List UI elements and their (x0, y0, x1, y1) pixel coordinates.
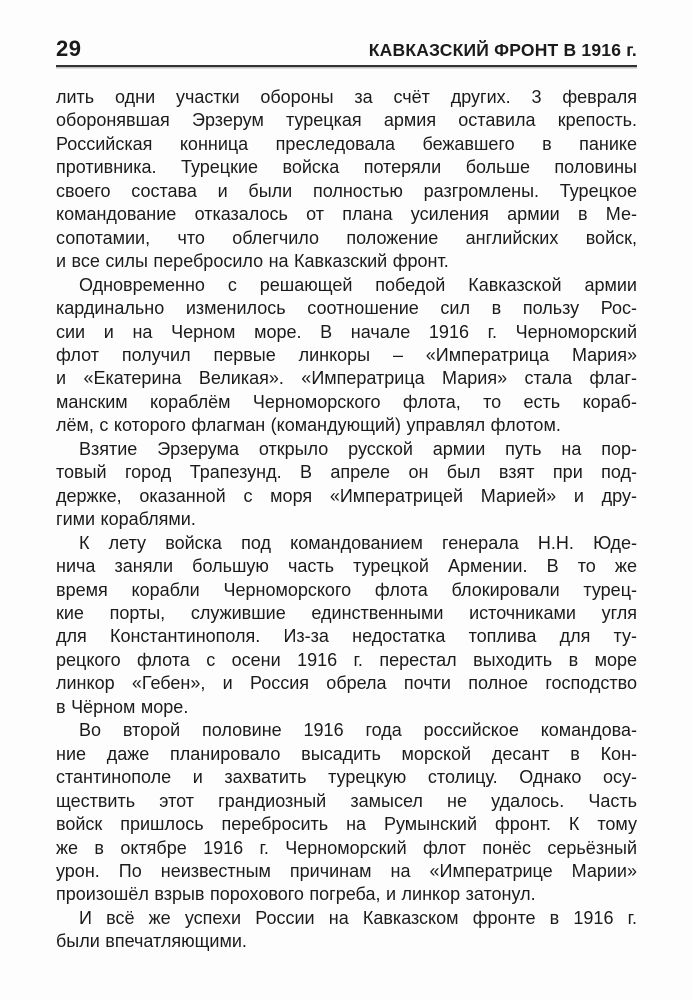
text-line: стантинополе и захватить турецкую столицу. Однако осу- (56, 767, 637, 788)
text-line: ние даже планировало высадить морской десант в Кон- (56, 743, 637, 764)
text-line: нича заняли большую часть турецкой Армении. В то же (56, 556, 637, 577)
page-header (56, 36, 637, 62)
text-line: командование отказалось от плана усиления армии в Ме- (56, 204, 637, 225)
text-line: урон. По неизвестным причинам на «Императрице Марии» (56, 860, 637, 881)
text-line: лём, с которого флагман (командующий) управлял флотом. (56, 415, 561, 436)
text-line: войск пришлось перебросить на Румынский фронт. К тому (56, 814, 637, 835)
text-line: и «Екатерина Великая». «Императрица Мария» стала флаг- (56, 368, 637, 389)
text-line: сии и на Черном море. В начале 1916 г. Черноморский (56, 321, 637, 342)
text-line: Во второй половине 1916 года российское командова- (79, 720, 637, 741)
text-line: своего состава и были полностью разгромлены. Турецкое (56, 180, 637, 201)
text-line: Взятие Эрзерума открыло русской армии путь на пор- (79, 438, 637, 459)
text-line: держке, оказанной с моря «Императрицей Марией» и дру- (56, 485, 637, 506)
chapter-title: КАВКАЗСКИЙ ФРОНТ В 1916 г. (368, 40, 637, 60)
text-line: противника. Турецкие войска потеряли больше половины (56, 157, 637, 178)
text-line: И всё же успехи России на Кавказском фронте в 1916 г. (79, 907, 637, 928)
text-line: произошёл взрыв порохового погреба, и линкор затонул. (56, 884, 536, 905)
text-line: товый город Трапезунд. В апреле он был взят при под- (56, 462, 637, 483)
text-line: линкор «Гебен», и Россия обрела почти полное господство (56, 673, 637, 694)
text-line: же в октябре 1916 г. Черноморский флот понёс серьёзный (56, 837, 637, 858)
text-line: для Константинополя. Из-за недостатка топлива для ту- (56, 626, 637, 647)
text-line: К лету войска под командованием генерала Н.Н. Юде- (79, 532, 637, 553)
text-line: лить одни участки обороны за счёт других. 3 февраля (56, 87, 637, 107)
text-line: оборонявшая Эрзерум турецкая армия оставила крепость. (56, 110, 637, 131)
text-line: Российская конница преследовала бежавшего в панике (56, 133, 637, 154)
body-text (56, 86, 637, 954)
text-line: были впечатляющими. (56, 931, 247, 952)
text-line: ществить этот грандиозный замысел не удалось. Часть (56, 790, 637, 811)
text-line: в Чёрном море. (56, 696, 189, 717)
text-line: и все силы перебросило на Кавказский фронт. (56, 251, 449, 272)
text-line: время корабли Черноморского флота блокировали турец- (56, 579, 637, 600)
text-line: кие порты, служившие единственными источниками угля (56, 602, 637, 623)
text-line: гими кораблями. (56, 509, 196, 530)
text-line: сопотамии, что облегчило положение английских войск, (56, 227, 637, 248)
text-line: рецкого флота с осени 1916 г. перестал выходить в море (56, 649, 637, 670)
text-line: манским кораблём Черноморского флота, то есть кораб- (56, 391, 637, 412)
text-line: Одновременно с решающей победой Кавказской армии (79, 274, 637, 295)
page-number: 29 (56, 36, 82, 61)
header-rule (56, 65, 637, 67)
text-line: кардинально изменилось соотношение сил в пользу Рос- (56, 298, 637, 319)
text-line: флот получил первые линкоры – «Императрица Мария» (56, 344, 637, 365)
